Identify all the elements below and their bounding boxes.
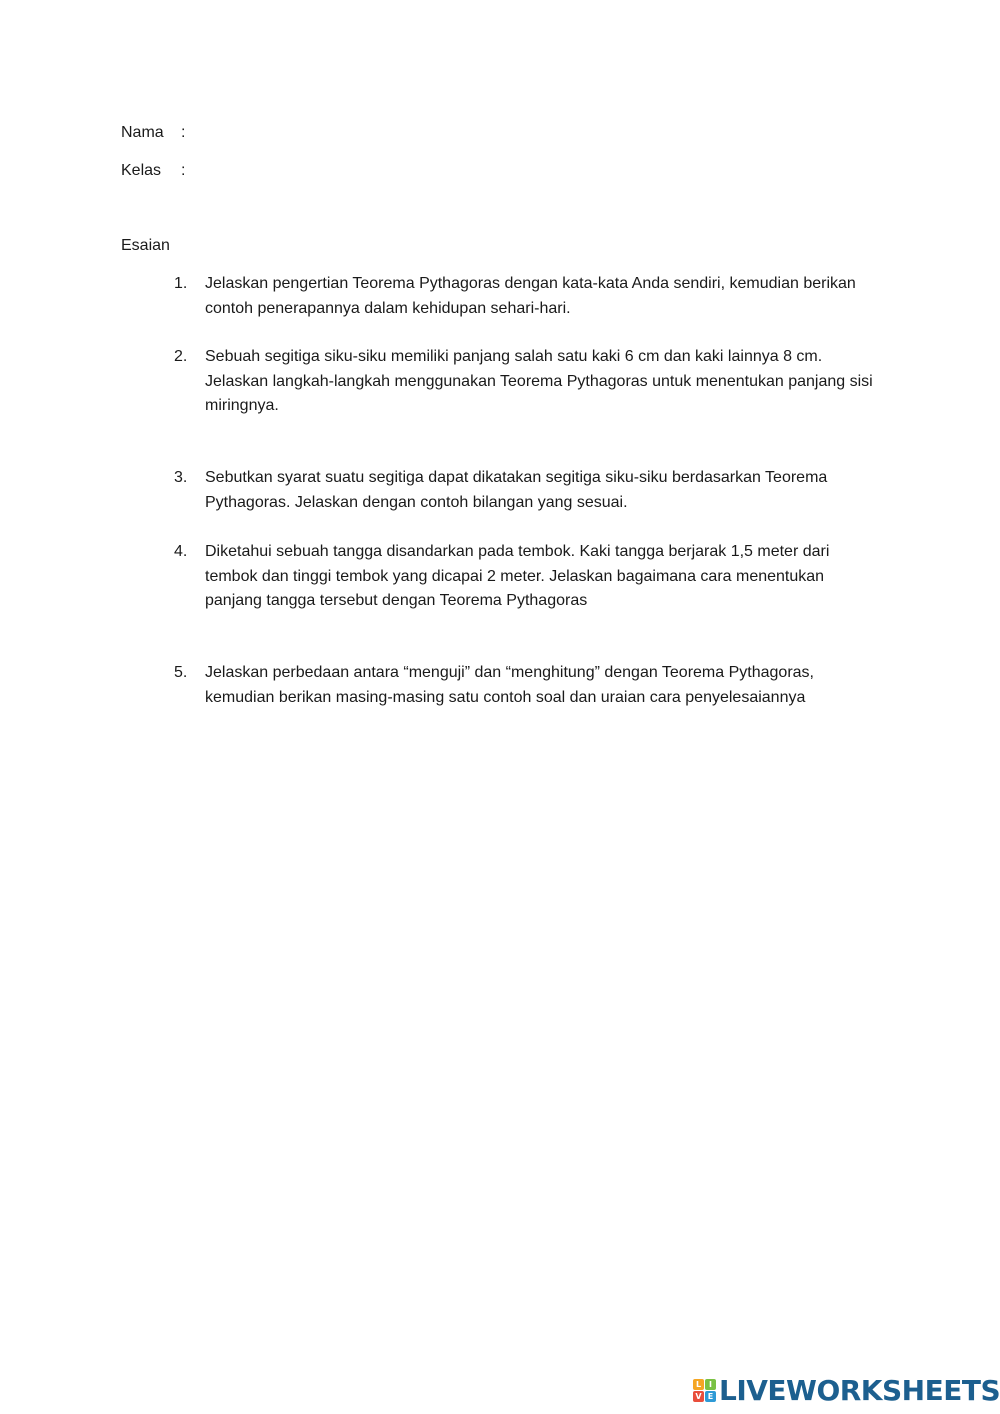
- question-text: Sebuah segitiga siku-siku memiliki panjang salah satu kaki 6 cm dan kaki lainnya 8 cm. Jelaskan langkah-langkah menggunakan Teorema Pythagoras untuk menentukan panjang sisi miringnya.: [205, 348, 873, 414]
- question-text: Jelaskan perbedaan antara “menguji” dan “menghitung” dengan Teorema Pythagoras, kemudian berikan masing-masing satu contoh soal dan uraian cara penyelesaiannya: [205, 664, 814, 706]
- logo-mark-cell: I: [705, 1379, 716, 1390]
- question-number: 4.: [174, 543, 188, 560]
- class-label: Kelas: [121, 162, 162, 179]
- question-number: 1.: [174, 275, 188, 292]
- question-item: [174, 272, 874, 321]
- section-title: Esaian: [121, 237, 170, 254]
- logo-mark-icon: [693, 1379, 716, 1402]
- question-item: [174, 466, 874, 515]
- question-number: 3.: [174, 469, 188, 486]
- logo-text: LIVEWORKSHEETS: [719, 1373, 1000, 1407]
- logo-mark-cell: L: [693, 1379, 704, 1390]
- class-field-row: [121, 161, 185, 181]
- logo-mark-cell: E: [705, 1391, 716, 1402]
- name-field-row: [121, 123, 185, 143]
- liveworksheets-logo: [693, 1374, 1000, 1406]
- logo-mark-cell: V: [693, 1391, 704, 1402]
- name-colon: :: [181, 124, 186, 141]
- name-label: Nama: [121, 124, 164, 141]
- class-colon: :: [181, 162, 186, 179]
- question-text: Jelaskan pengertian Teorema Pythagoras dengan kata-kata Anda sendiri, kemudian berikan contoh penerapannya dalam kehidupan sehari-hari.: [205, 275, 856, 317]
- question-item: [174, 661, 874, 710]
- question-item: [174, 540, 874, 614]
- question-item: [174, 345, 874, 419]
- question-text: Diketahui sebuah tangga disandarkan pada tembok. Kaki tangga berjarak 1,5 meter dari tembok dan tinggi tembok yang dicapai 2 meter. Jelaskan bagaimana cara menentukan panjang tangga tersebut dengan Teorema Pythagoras: [205, 543, 830, 609]
- question-number: 5.: [174, 664, 188, 681]
- question-text: Sebutkan syarat suatu segitiga dapat dikatakan segitiga siku-siku berdasarkan Teorema Pythagoras. Jelaskan dengan contoh bilangan yang sesuai.: [205, 469, 828, 511]
- question-number: 2.: [174, 348, 188, 365]
